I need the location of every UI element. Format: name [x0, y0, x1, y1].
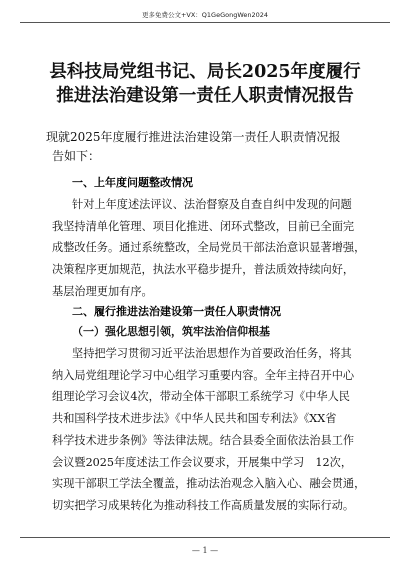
- paragraph-line: 切实把学习成果转化为推动科技工作高质量发展的实际行动。: [52, 498, 355, 512]
- paragraph-line: 我坚持清单化管理、项目化推进、闭环式整改，目前已全面完: [52, 219, 355, 233]
- section-2-heading: 二、履行推进法治建设第一责任人职责情况: [72, 305, 281, 318]
- header-watermark: 更多免费公文+VX：Q1GeGongWen2024: [141, 11, 269, 19]
- paragraph-line: 组理论学习会议4次，带动全体干部职工系统学习《中华人民: [52, 390, 350, 404]
- subsection-1-paragraph: [52, 343, 390, 517]
- paragraph-line: 共和国科学技术进步法》《中华人民共和国专利法》《XX省: [52, 412, 337, 426]
- intro-line-2: 告如下：: [52, 149, 101, 163]
- subsection-1-heading: （一）强化思想引领，筑牢法治信仰根基: [72, 325, 270, 338]
- document-title-line-1: 县科技局党组书记、局长2025年度履行: [49, 62, 361, 82]
- paragraph-line: 科学技术进步条例》等法律法规。结合县委全面依法治县工作: [52, 433, 355, 447]
- paragraph-line: 成整改任务。通过系统整改，全局党员干部法治意识显著增强，: [52, 241, 366, 255]
- paragraph-line: 会议暨2025年度述法工作会议要求，开展集中学习 12次，: [52, 455, 353, 469]
- paragraph-line: 实现干部职工学法全覆盖，推动法治观念入脑入心、融会贯通，: [52, 477, 366, 491]
- paragraph-line: 基层治理更加有序。: [52, 284, 153, 298]
- page-number: — 1 —: [191, 546, 219, 555]
- paragraph-line: 针对上年度述法评议、法治督察及自查自纠中发现的问题: [72, 198, 352, 211]
- section-1-heading: 一、上年度问题整改情况: [72, 176, 193, 189]
- section-1-paragraph: [52, 194, 390, 303]
- paragraph-line: 决策程序更加规范，执法水平稳步提升，普法质效持续向好，: [52, 263, 355, 277]
- paragraph-line: 坚持把学习贯彻习近平法治思想作为首要政治任务，将其: [72, 347, 352, 360]
- intro-line-1: 现就2025年度履行推进法治建设第一责任人职责情况报: [46, 130, 341, 144]
- header-divider: [20, 22, 390, 23]
- footer-divider: [20, 537, 390, 538]
- paragraph-line: 纳入局党组理论学习中心组学习重要内容。全年主持召开中心: [52, 368, 355, 382]
- document-title-line-2: 推进法治建设第一责任人职责情况报告: [56, 86, 354, 106]
